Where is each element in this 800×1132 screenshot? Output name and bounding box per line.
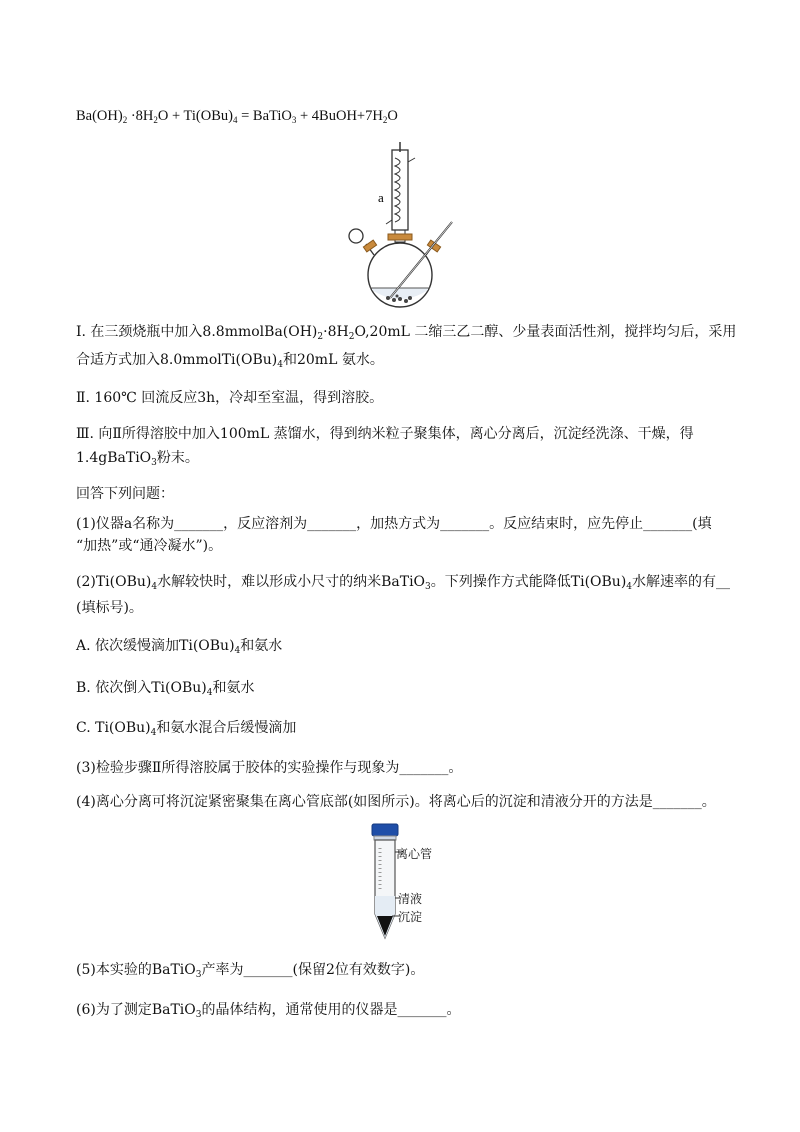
question-4: (4)离心分离可将沉淀紧密聚集在离心管底部(如图所示)。将离心后的沉淀和清液分开的方法是_______。	[76, 794, 716, 810]
question-3: (3)检验步骤Ⅱ所得溶胶属于胶体的实验操作与现象为_______。	[76, 760, 463, 776]
question-5: (5)本实验的BaTiO$_3$产率为_______(保留2位有效数字)。	[76, 962, 425, 980]
question-2-line-2: (填标号)。	[76, 600, 143, 616]
liquid-label: 清液	[398, 892, 423, 906]
step-1-line-1: Ⅰ. 在三颈烧瓶中加入$8.8mmolBa(OH)_2\cdot 8H_2O,20mL$ 二缩三乙二醇、少量表面活性剂，搅拌均匀后，采用	[76, 324, 737, 342]
step-3-line-1: Ⅲ. 向Ⅱ所得溶胶中加入100mL 蒸馏水，得到纳米粒子聚集体，离心分离后，沉淀经洗涤、干燥，得	[76, 426, 694, 442]
question-2-line-1: $(2)Ti(OBu)_4$水解较快时，难以形成小尺寸的纳米BaTiO$_3$。下列操作方式能降低$Ti(OBu)_4$水解速率的有__	[76, 574, 731, 592]
reflux-apparatus-figure	[340, 140, 470, 310]
tube-label: 离心管	[396, 847, 433, 861]
step-1-line-2: 合适方式加入$8.0mmolTi(OBu)_4$和20mL 氨水。	[76, 352, 384, 370]
option-c: C. $Ti(OBu)_4$和氨水混合后缓慢滴加	[76, 720, 297, 738]
option-a: A. 依次缓慢滴加$Ti(OBu)_4$和氨水	[76, 638, 283, 656]
label-a: a	[378, 190, 384, 205]
question-6: (6)为了测定BaTiO$_3$的晶体结构，通常使用的仪器是_______。	[76, 1002, 461, 1020]
option-b: B. 依次倒入$Ti(OBu)_4$和氨水	[76, 680, 255, 698]
questions-prompt: 回答下列问题：	[76, 486, 174, 502]
step-3-line-2: 1.4gBaTiO$_3$粉末。	[76, 450, 199, 468]
reaction-equation: $Ba(OH)_2 \cdot 8H_2O + Ti(OBu)_4$ = BaTiO$_3$ + $4BuOH+7H_2O$	[76, 108, 398, 125]
question-1-line-2: “加热”或“通冷凝水”)。	[76, 538, 223, 554]
question-1-line-1: (1)仪器a名称为_______，反应溶剂为_______，加热方式为_______。反应结束时，应先停止_______(填	[76, 516, 712, 532]
step-2: Ⅱ. 160℃ 回流反应3h，冷却至室温，得到溶胶。	[76, 390, 384, 406]
precipitate-label: 沉淀	[398, 910, 423, 924]
